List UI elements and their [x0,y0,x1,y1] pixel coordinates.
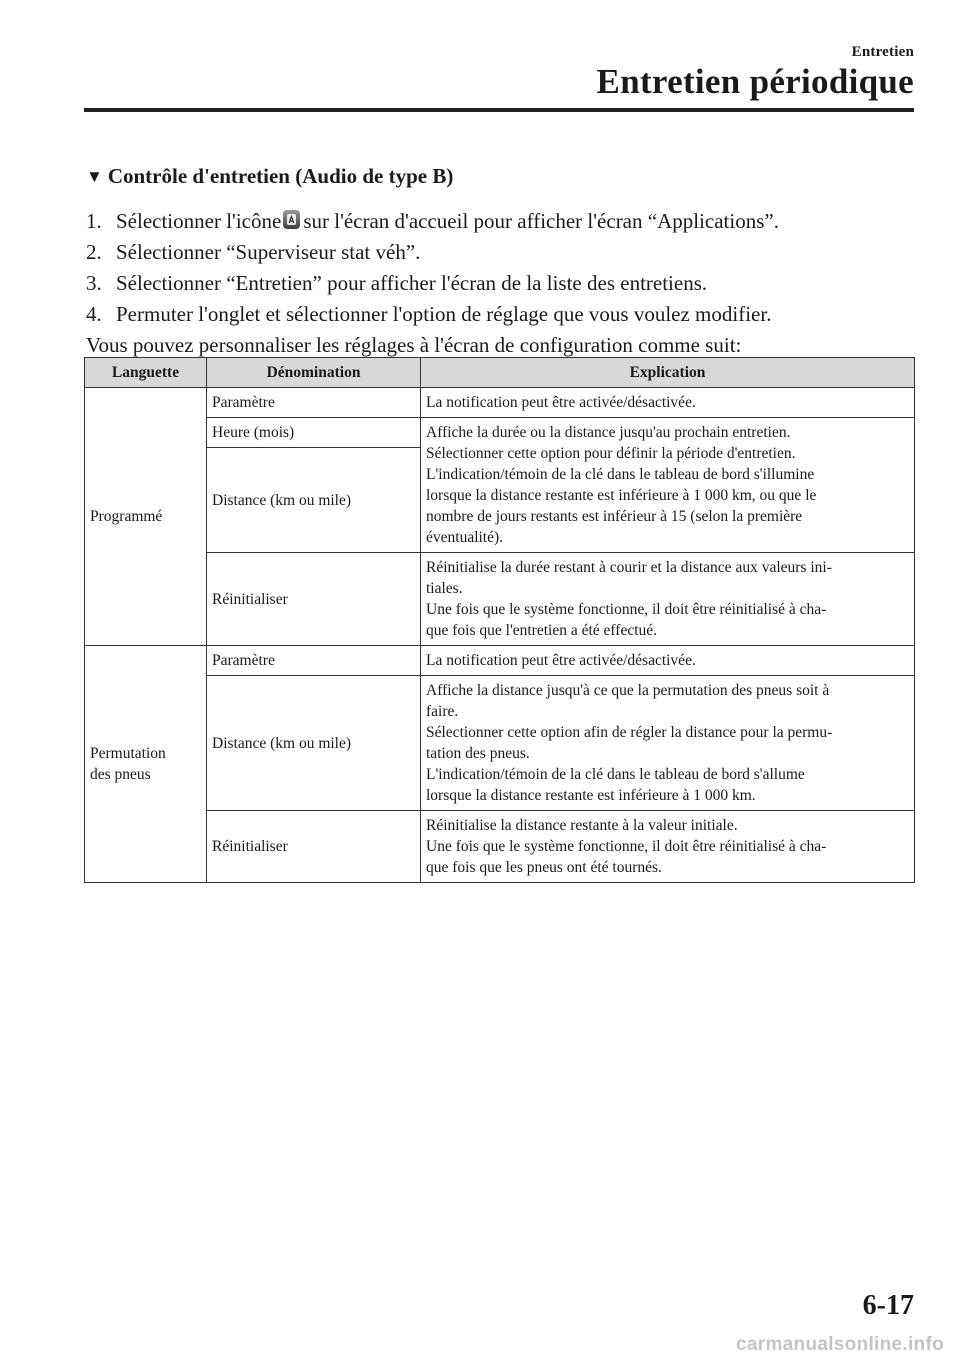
explanation-cell: Affiche la distance jusqu'à ce que la permutation des pneus soit à faire. Sélectionner cette option afin de régler la distance pour la permu- tation des pneus. L'indication/témoin de la clé dans le tableau de bord s'allume lorsque la distance restante est inférieure à 1 000 km. [421,676,915,811]
instruction-steps [86,206,916,361]
explanation-cell: Affiche la durée ou la distance jusqu'au prochain entretien. Sélectionner cette option pour définir la période d'entretien. L'indication/témoin de la clé dans le tableau de bord s'illumine lorsque la distance restante est inférieure à 1 000 km, ou que le nombre de jours restants est inférieur à 15 (selon la première éventualité). [421,418,915,553]
explanation-cell: La notification peut être activée/désactivée. [421,646,915,676]
step-item: 4. Permuter l'onglet et sélectionner l'option de réglage que vous voulez modifier. [86,302,772,326]
name-cell: Paramètre [207,646,421,676]
intro-paragraph: Vous pouvez personnaliser les réglages à l'écran de configuration comme suit: [86,333,742,357]
settings-table [84,357,915,883]
explanation-cell: Réinitialise la distance restante à la valeur initiale. Une fois que le système fonctionne, il doit être réinitialisé à cha- que fois que les pneus ont été tournés. [421,811,915,883]
applications-icon [282,209,301,230]
name-cell: Distance (km ou mile) [207,676,421,811]
page-number: 6-17 [862,1290,914,1321]
page-title: Entretien périodique [596,62,914,101]
tab-cell: Programmé [85,388,207,646]
table-row [85,388,915,418]
watermark-text: carmanualsonline.info [736,1334,944,1355]
step-item: 1. Sélectionner l'icône sur l'écran d'accueil pour afficher l'écran “Applications”. [86,209,779,233]
name-cell: Heure (mois) [207,418,421,448]
step-item: 2. Sélectionner “Superviseur stat véh”. [86,240,421,264]
column-header: Languette [85,358,207,388]
table-header-row [85,358,915,388]
table-row [85,418,915,448]
table-row [85,646,915,676]
section-heading [86,162,453,192]
table-row [85,676,915,811]
tab-cell: Permutation des pneus [85,646,207,883]
name-cell: Réinitialiser [207,553,421,646]
step-item: 3. Sélectionner “Entretien” pour afficher l'écran de la liste des entretiens. [86,271,708,295]
name-cell: Paramètre [207,388,421,418]
name-cell: Réinitialiser [207,811,421,883]
table-row [85,811,915,883]
chapter-label: Entretien [851,44,914,60]
section-title-text: Contrôle d'entretien (Audio de type B) [107,164,454,188]
table-row [85,553,915,646]
explanation-cell: La notification peut être activée/désactivée. [421,388,915,418]
name-cell: Distance (km ou mile) [207,448,421,553]
column-header: Dénomination [207,358,421,388]
header-divider [84,108,914,112]
column-header: Explication [421,358,915,388]
triangle-down-icon: ▼ [86,167,103,186]
explanation-cell: Réinitialise la durée restant à courir et la distance aux valeurs ini- tiales. Une fois que le système fonctionne, il doit être réinitialisé à cha- que fois que l'entretien a été effectué. [421,553,915,646]
